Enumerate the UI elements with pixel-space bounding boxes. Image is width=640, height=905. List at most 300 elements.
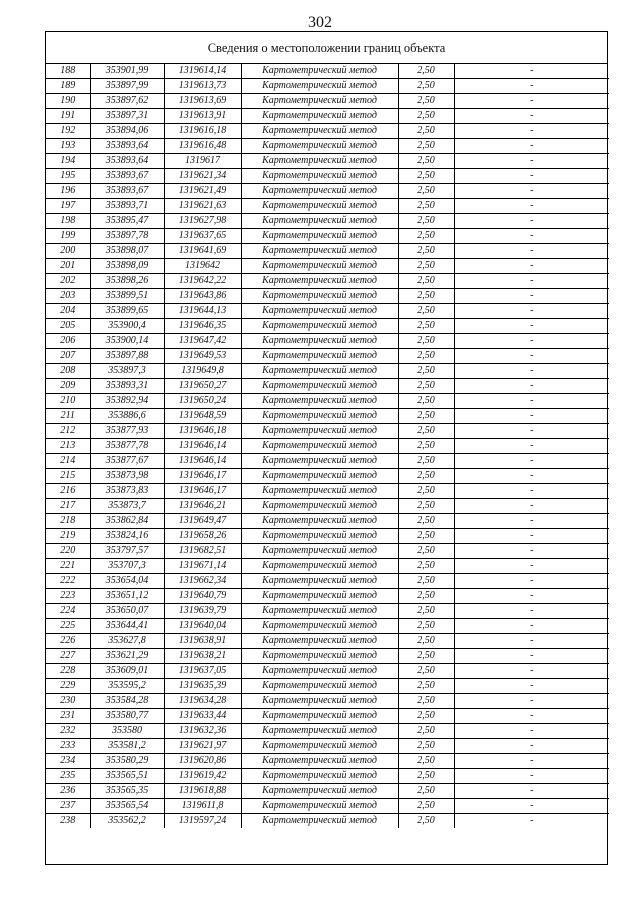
table-row	[46, 604, 609, 619]
y-coordinate-cell: 1319646,14	[164, 439, 241, 454]
point-number-cell: 212	[46, 424, 90, 439]
accuracy-cell: 2,50	[398, 259, 454, 274]
point-number-cell: 218	[46, 514, 90, 529]
description-cell: -	[454, 799, 609, 814]
x-coordinate-cell: 353893,67	[90, 184, 164, 199]
point-number-cell: 214	[46, 454, 90, 469]
point-number-cell: 235	[46, 769, 90, 784]
point-number-cell: 197	[46, 199, 90, 214]
accuracy-cell: 2,50	[398, 529, 454, 544]
method-cell: Картометрический метод	[241, 769, 398, 784]
point-number-cell: 207	[46, 349, 90, 364]
method-cell: Картометрический метод	[241, 529, 398, 544]
x-coordinate-cell: 353892,94	[90, 394, 164, 409]
x-coordinate-cell: 353595,2	[90, 679, 164, 694]
table-row	[46, 709, 609, 724]
point-number-cell: 222	[46, 574, 90, 589]
y-coordinate-cell: 1319627,98	[164, 214, 241, 229]
y-coordinate-cell: 1319649,47	[164, 514, 241, 529]
description-cell: -	[454, 604, 609, 619]
accuracy-cell: 2,50	[398, 499, 454, 514]
method-cell: Картометрический метод	[241, 709, 398, 724]
y-coordinate-cell: 1319642,22	[164, 274, 241, 289]
point-number-cell: 224	[46, 604, 90, 619]
method-cell: Картометрический метод	[241, 64, 398, 79]
x-coordinate-cell: 353898,26	[90, 274, 164, 289]
point-number-cell: 191	[46, 109, 90, 124]
table-row	[46, 304, 609, 319]
accuracy-cell: 2,50	[398, 109, 454, 124]
y-coordinate-cell: 1319650,24	[164, 394, 241, 409]
x-coordinate-cell: 353654,04	[90, 574, 164, 589]
point-number-cell: 219	[46, 529, 90, 544]
x-coordinate-cell: 353862,84	[90, 514, 164, 529]
method-cell: Картометрический метод	[241, 589, 398, 604]
table-row	[46, 499, 609, 514]
x-coordinate-cell: 353893,64	[90, 154, 164, 169]
accuracy-cell: 2,50	[398, 619, 454, 634]
table-body	[46, 64, 609, 828]
accuracy-cell: 2,50	[398, 139, 454, 154]
x-coordinate-cell: 353877,93	[90, 424, 164, 439]
y-coordinate-cell: 1319641,69	[164, 244, 241, 259]
description-cell: -	[454, 409, 609, 424]
y-coordinate-cell: 1319639,79	[164, 604, 241, 619]
description-cell: -	[454, 619, 609, 634]
accuracy-cell: 2,50	[398, 379, 454, 394]
method-cell: Картометрический метод	[241, 664, 398, 679]
y-coordinate-cell: 1319646,17	[164, 484, 241, 499]
point-number-cell: 232	[46, 724, 90, 739]
description-cell: -	[454, 79, 609, 94]
description-cell: -	[454, 739, 609, 754]
description-cell: -	[454, 124, 609, 139]
method-cell: Картометрический метод	[241, 409, 398, 424]
method-cell: Картометрический метод	[241, 484, 398, 499]
x-coordinate-cell: 353580	[90, 724, 164, 739]
x-coordinate-cell: 353897,62	[90, 94, 164, 109]
point-number-cell: 233	[46, 739, 90, 754]
description-cell: -	[454, 589, 609, 604]
y-coordinate-cell: 1319597,24	[164, 814, 241, 829]
point-number-cell: 194	[46, 154, 90, 169]
table-row	[46, 484, 609, 499]
table-row	[46, 619, 609, 634]
accuracy-cell: 2,50	[398, 574, 454, 589]
description-cell: -	[454, 199, 609, 214]
method-cell: Картометрический метод	[241, 229, 398, 244]
accuracy-cell: 2,50	[398, 169, 454, 184]
y-coordinate-cell: 1319647,42	[164, 334, 241, 349]
accuracy-cell: 2,50	[398, 559, 454, 574]
point-number-cell: 228	[46, 664, 90, 679]
table-row	[46, 439, 609, 454]
x-coordinate-cell: 353565,35	[90, 784, 164, 799]
point-number-cell: 226	[46, 634, 90, 649]
y-coordinate-cell: 1319650,27	[164, 379, 241, 394]
accuracy-cell: 2,50	[398, 199, 454, 214]
point-number-cell: 213	[46, 439, 90, 454]
x-coordinate-cell: 353707,3	[90, 559, 164, 574]
table-row	[46, 574, 609, 589]
method-cell: Картометрический метод	[241, 154, 398, 169]
x-coordinate-cell: 353893,64	[90, 139, 164, 154]
description-cell: -	[454, 394, 609, 409]
method-cell: Картометрический метод	[241, 349, 398, 364]
boundary-points-table	[46, 64, 609, 828]
x-coordinate-cell: 353565,54	[90, 799, 164, 814]
x-coordinate-cell: 353580,77	[90, 709, 164, 724]
description-cell: -	[454, 184, 609, 199]
accuracy-cell: 2,50	[398, 604, 454, 619]
y-coordinate-cell: 1319616,18	[164, 124, 241, 139]
x-coordinate-cell: 353621,29	[90, 649, 164, 664]
description-cell: -	[454, 364, 609, 379]
table-row	[46, 739, 609, 754]
accuracy-cell: 2,50	[398, 739, 454, 754]
description-cell: -	[454, 724, 609, 739]
x-coordinate-cell: 353581,2	[90, 739, 164, 754]
y-coordinate-cell: 1319611,8	[164, 799, 241, 814]
accuracy-cell: 2,50	[398, 799, 454, 814]
y-coordinate-cell: 1319621,34	[164, 169, 241, 184]
table-row	[46, 289, 609, 304]
accuracy-cell: 2,50	[398, 64, 454, 79]
description-cell: -	[454, 499, 609, 514]
x-coordinate-cell: 353893,71	[90, 199, 164, 214]
description-cell: -	[454, 274, 609, 289]
method-cell: Картометрический метод	[241, 319, 398, 334]
accuracy-cell: 2,50	[398, 229, 454, 244]
x-coordinate-cell: 353651,12	[90, 589, 164, 604]
y-coordinate-cell: 1319662,34	[164, 574, 241, 589]
x-coordinate-cell: 353895,47	[90, 214, 164, 229]
point-number-cell: 231	[46, 709, 90, 724]
y-coordinate-cell: 1319646,35	[164, 319, 241, 334]
x-coordinate-cell: 353894,06	[90, 124, 164, 139]
table-row	[46, 694, 609, 709]
method-cell: Картометрический метод	[241, 259, 398, 274]
point-number-cell: 189	[46, 79, 90, 94]
point-number-cell: 200	[46, 244, 90, 259]
y-coordinate-cell: 1319634,28	[164, 694, 241, 709]
accuracy-cell: 2,50	[398, 709, 454, 724]
description-cell: -	[454, 484, 609, 499]
table-row	[46, 199, 609, 214]
description-cell: -	[454, 769, 609, 784]
method-cell: Картометрический метод	[241, 304, 398, 319]
accuracy-cell: 2,50	[398, 679, 454, 694]
point-number-cell: 225	[46, 619, 90, 634]
accuracy-cell: 2,50	[398, 649, 454, 664]
table-row	[46, 334, 609, 349]
method-cell: Картометрический метод	[241, 574, 398, 589]
table-row	[46, 394, 609, 409]
accuracy-cell: 2,50	[398, 544, 454, 559]
y-coordinate-cell: 1319620,86	[164, 754, 241, 769]
table-row	[46, 589, 609, 604]
point-number-cell: 195	[46, 169, 90, 184]
accuracy-cell: 2,50	[398, 634, 454, 649]
y-coordinate-cell: 1319658,26	[164, 529, 241, 544]
x-coordinate-cell: 353886,6	[90, 409, 164, 424]
y-coordinate-cell: 1319621,97	[164, 739, 241, 754]
point-number-cell: 198	[46, 214, 90, 229]
y-coordinate-cell: 1319633,44	[164, 709, 241, 724]
table-row	[46, 559, 609, 574]
table-row	[46, 349, 609, 364]
accuracy-cell: 2,50	[398, 304, 454, 319]
method-cell: Картометрический метод	[241, 394, 398, 409]
table-row	[46, 454, 609, 469]
point-number-cell: 196	[46, 184, 90, 199]
point-number-cell: 188	[46, 64, 90, 79]
description-cell: -	[454, 154, 609, 169]
description-cell: -	[454, 559, 609, 574]
table-row	[46, 139, 609, 154]
description-cell: -	[454, 139, 609, 154]
method-cell: Картометрический метод	[241, 94, 398, 109]
description-cell: -	[454, 334, 609, 349]
method-cell: Картометрический метод	[241, 439, 398, 454]
table-row	[46, 469, 609, 484]
boundary-table-frame	[45, 31, 608, 865]
description-cell: -	[454, 574, 609, 589]
table-row	[46, 259, 609, 274]
x-coordinate-cell: 353584,28	[90, 694, 164, 709]
x-coordinate-cell: 353898,09	[90, 259, 164, 274]
table-row	[46, 544, 609, 559]
table-row	[46, 754, 609, 769]
method-cell: Картометрический метод	[241, 634, 398, 649]
y-coordinate-cell: 1319632,36	[164, 724, 241, 739]
x-coordinate-cell: 353797,57	[90, 544, 164, 559]
description-cell: -	[454, 664, 609, 679]
table-row	[46, 124, 609, 139]
y-coordinate-cell: 1319621,49	[164, 184, 241, 199]
method-cell: Картометрический метод	[241, 124, 398, 139]
table-row	[46, 724, 609, 739]
y-coordinate-cell: 1319646,18	[164, 424, 241, 439]
point-number-cell: 234	[46, 754, 90, 769]
description-cell: -	[454, 634, 609, 649]
y-coordinate-cell: 1319616,48	[164, 139, 241, 154]
table-row	[46, 319, 609, 334]
description-cell: -	[454, 424, 609, 439]
y-coordinate-cell: 1319613,91	[164, 109, 241, 124]
point-number-cell: 236	[46, 784, 90, 799]
method-cell: Картометрический метод	[241, 679, 398, 694]
point-number-cell: 204	[46, 304, 90, 319]
y-coordinate-cell: 1319648,59	[164, 409, 241, 424]
description-cell: -	[454, 169, 609, 184]
method-cell: Картометрический метод	[241, 184, 398, 199]
description-cell: -	[454, 514, 609, 529]
accuracy-cell: 2,50	[398, 124, 454, 139]
accuracy-cell: 2,50	[398, 424, 454, 439]
accuracy-cell: 2,50	[398, 409, 454, 424]
y-coordinate-cell: 1319640,04	[164, 619, 241, 634]
accuracy-cell: 2,50	[398, 364, 454, 379]
description-cell: -	[454, 244, 609, 259]
point-number-cell: 238	[46, 814, 90, 829]
method-cell: Картометрический метод	[241, 649, 398, 664]
point-number-cell: 193	[46, 139, 90, 154]
y-coordinate-cell: 1319637,05	[164, 664, 241, 679]
accuracy-cell: 2,50	[398, 664, 454, 679]
x-coordinate-cell: 353897,99	[90, 79, 164, 94]
method-cell: Картометрический метод	[241, 784, 398, 799]
point-number-cell: 201	[46, 259, 90, 274]
method-cell: Картометрический метод	[241, 694, 398, 709]
accuracy-cell: 2,50	[398, 469, 454, 484]
y-coordinate-cell: 1319642	[164, 259, 241, 274]
method-cell: Картометрический метод	[241, 274, 398, 289]
accuracy-cell: 2,50	[398, 289, 454, 304]
method-cell: Картометрический метод	[241, 514, 398, 529]
y-coordinate-cell: 1319614,14	[164, 64, 241, 79]
y-coordinate-cell: 1319638,21	[164, 649, 241, 664]
method-cell: Картометрический метод	[241, 754, 398, 769]
table-row	[46, 409, 609, 424]
y-coordinate-cell: 1319649,8	[164, 364, 241, 379]
y-coordinate-cell: 1319617	[164, 154, 241, 169]
point-number-cell: 192	[46, 124, 90, 139]
y-coordinate-cell: 1319682,51	[164, 544, 241, 559]
method-cell: Картометрический метод	[241, 619, 398, 634]
description-cell: -	[454, 439, 609, 454]
method-cell: Картометрический метод	[241, 139, 398, 154]
y-coordinate-cell: 1319613,73	[164, 79, 241, 94]
method-cell: Картометрический метод	[241, 109, 398, 124]
x-coordinate-cell: 353897,31	[90, 109, 164, 124]
description-cell: -	[454, 259, 609, 274]
method-cell: Картометрический метод	[241, 424, 398, 439]
x-coordinate-cell: 353900,14	[90, 334, 164, 349]
method-cell: Картометрический метод	[241, 544, 398, 559]
description-cell: -	[454, 64, 609, 79]
description-cell: -	[454, 289, 609, 304]
accuracy-cell: 2,50	[398, 589, 454, 604]
table-row	[46, 244, 609, 259]
description-cell: -	[454, 304, 609, 319]
description-cell: -	[454, 109, 609, 124]
description-cell: -	[454, 379, 609, 394]
point-number-cell: 199	[46, 229, 90, 244]
method-cell: Картометрический метод	[241, 724, 398, 739]
accuracy-cell: 2,50	[398, 484, 454, 499]
description-cell: -	[454, 319, 609, 334]
x-coordinate-cell: 353650,07	[90, 604, 164, 619]
accuracy-cell: 2,50	[398, 214, 454, 229]
accuracy-cell: 2,50	[398, 184, 454, 199]
description-cell: -	[454, 214, 609, 229]
table-row	[46, 94, 609, 109]
method-cell: Картометрический метод	[241, 334, 398, 349]
description-cell: -	[454, 649, 609, 664]
point-number-cell: 211	[46, 409, 90, 424]
accuracy-cell: 2,50	[398, 349, 454, 364]
description-cell: -	[454, 229, 609, 244]
table-row	[46, 769, 609, 784]
method-cell: Картометрический метод	[241, 499, 398, 514]
accuracy-cell: 2,50	[398, 784, 454, 799]
point-number-cell: 223	[46, 589, 90, 604]
method-cell: Картометрический метод	[241, 814, 398, 829]
description-cell: -	[454, 694, 609, 709]
point-number-cell: 203	[46, 289, 90, 304]
accuracy-cell: 2,50	[398, 334, 454, 349]
x-coordinate-cell: 353897,78	[90, 229, 164, 244]
table-row	[46, 229, 609, 244]
x-coordinate-cell: 353899,51	[90, 289, 164, 304]
x-coordinate-cell: 353893,67	[90, 169, 164, 184]
table-row	[46, 214, 609, 229]
accuracy-cell: 2,50	[398, 94, 454, 109]
accuracy-cell: 2,50	[398, 439, 454, 454]
y-coordinate-cell: 1319646,17	[164, 469, 241, 484]
description-cell: -	[454, 679, 609, 694]
y-coordinate-cell: 1319644,13	[164, 304, 241, 319]
method-cell: Картометрический метод	[241, 799, 398, 814]
point-number-cell: 190	[46, 94, 90, 109]
method-cell: Картометрический метод	[241, 604, 398, 619]
table-row	[46, 664, 609, 679]
description-cell: -	[454, 709, 609, 724]
y-coordinate-cell: 1319649,53	[164, 349, 241, 364]
point-number-cell: 205	[46, 319, 90, 334]
point-number-cell: 215	[46, 469, 90, 484]
description-cell: -	[454, 529, 609, 544]
table-row	[46, 154, 609, 169]
method-cell: Картометрический метод	[241, 469, 398, 484]
table-row	[46, 424, 609, 439]
accuracy-cell: 2,50	[398, 694, 454, 709]
accuracy-cell: 2,50	[398, 79, 454, 94]
y-coordinate-cell: 1319613,69	[164, 94, 241, 109]
accuracy-cell: 2,50	[398, 154, 454, 169]
y-coordinate-cell: 1319635,39	[164, 679, 241, 694]
method-cell: Картометрический метод	[241, 214, 398, 229]
accuracy-cell: 2,50	[398, 244, 454, 259]
table-row	[46, 79, 609, 94]
x-coordinate-cell: 353562,2	[90, 814, 164, 829]
description-cell: -	[454, 469, 609, 484]
table-row	[46, 529, 609, 544]
x-coordinate-cell: 353898,07	[90, 244, 164, 259]
table-row	[46, 379, 609, 394]
table-row	[46, 364, 609, 379]
description-cell: -	[454, 454, 609, 469]
description-cell: -	[454, 349, 609, 364]
method-cell: Картометрический метод	[241, 244, 398, 259]
description-cell: -	[454, 784, 609, 799]
description-cell: -	[454, 94, 609, 109]
accuracy-cell: 2,50	[398, 769, 454, 784]
point-number-cell: 221	[46, 559, 90, 574]
accuracy-cell: 2,50	[398, 754, 454, 769]
point-number-cell: 202	[46, 274, 90, 289]
table-row	[46, 799, 609, 814]
method-cell: Картометрический метод	[241, 79, 398, 94]
point-number-cell: 227	[46, 649, 90, 664]
accuracy-cell: 2,50	[398, 514, 454, 529]
y-coordinate-cell: 1319643,86	[164, 289, 241, 304]
x-coordinate-cell: 353901,99	[90, 64, 164, 79]
accuracy-cell: 2,50	[398, 814, 454, 829]
x-coordinate-cell: 353627,8	[90, 634, 164, 649]
point-number-cell: 217	[46, 499, 90, 514]
